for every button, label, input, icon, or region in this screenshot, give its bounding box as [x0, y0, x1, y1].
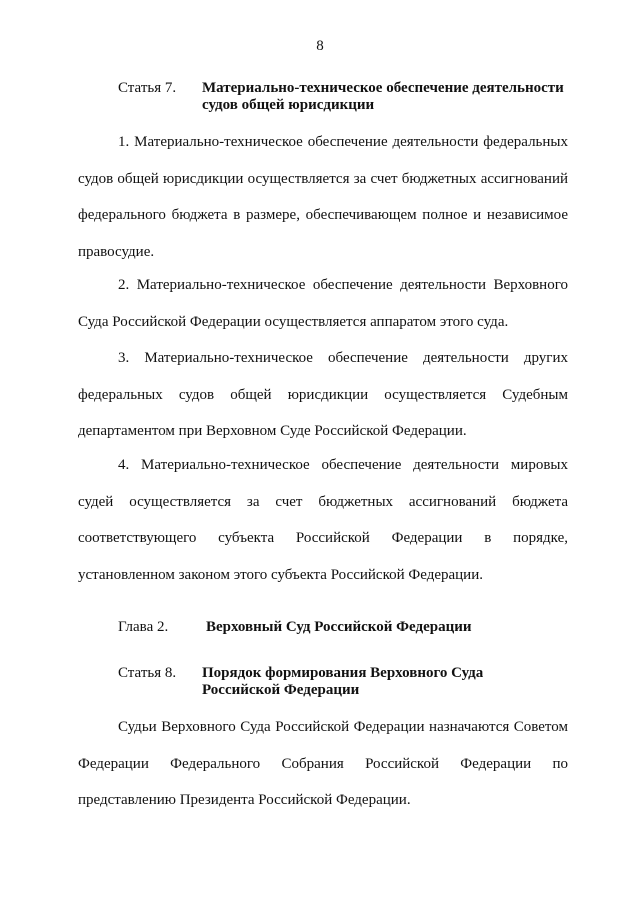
article-7-heading — [118, 80, 578, 116]
chapter-2-label: Глава 2. — [118, 619, 169, 635]
article-7-paragraph-3: 3. Материально-техническое обеспечение деятельности других федеральных судов общей юрисдикции осуществляется Судебным департаментом при Верховном Суде Российской Федерации. — [78, 350, 568, 439]
article-7-title-line-2: судов общей юрисдикции — [202, 97, 375, 113]
article-7-paragraph-2: 2. Материально-техническое обеспечение деятельности Верховного Суда Российской Федерации осуществляется аппаратом этого суда. — [78, 277, 568, 330]
chapter-2-title: Верховный Суд Российской Федерации — [206, 619, 472, 635]
article-7-label: Статья 7. — [118, 80, 177, 96]
article-8-title-line-2: Российской Федерации — [202, 682, 360, 698]
article-8-heading — [118, 665, 578, 701]
article-8-label: Статья 8. — [118, 665, 177, 681]
article-8-paragraph-1: Судьи Верховного Суда Российской Федерации назначаются Советом Федерации Федерального Собрания Российской Федерации по представлению Президента Российской Федерации. — [78, 719, 568, 808]
article-7-paragraph-1: 1. Материально-техническое обеспечение деятельности федеральных судов общей юрисдикции осуществляется за счет бюджетных ассигнований федерального бюджета в размере, обеспечивающем полное и независимое правосудие. — [78, 134, 568, 260]
article-8-title-line-1: Порядок формирования Верховного Суда — [202, 665, 484, 681]
page-number: 8 — [316, 38, 324, 54]
article-7-paragraph-4: 4. Материально-техническое обеспечение деятельности мировых судей осуществляется за счет бюджетных ассигнований бюджета соответствующего субъекта Российской Федерации в порядке, установленном законом этого субъекта Российской Федерации. — [78, 457, 568, 583]
article-7-title-line-1: Материально-техническое обеспечение деятельности — [202, 80, 564, 96]
chapter-2-heading — [118, 619, 578, 636]
